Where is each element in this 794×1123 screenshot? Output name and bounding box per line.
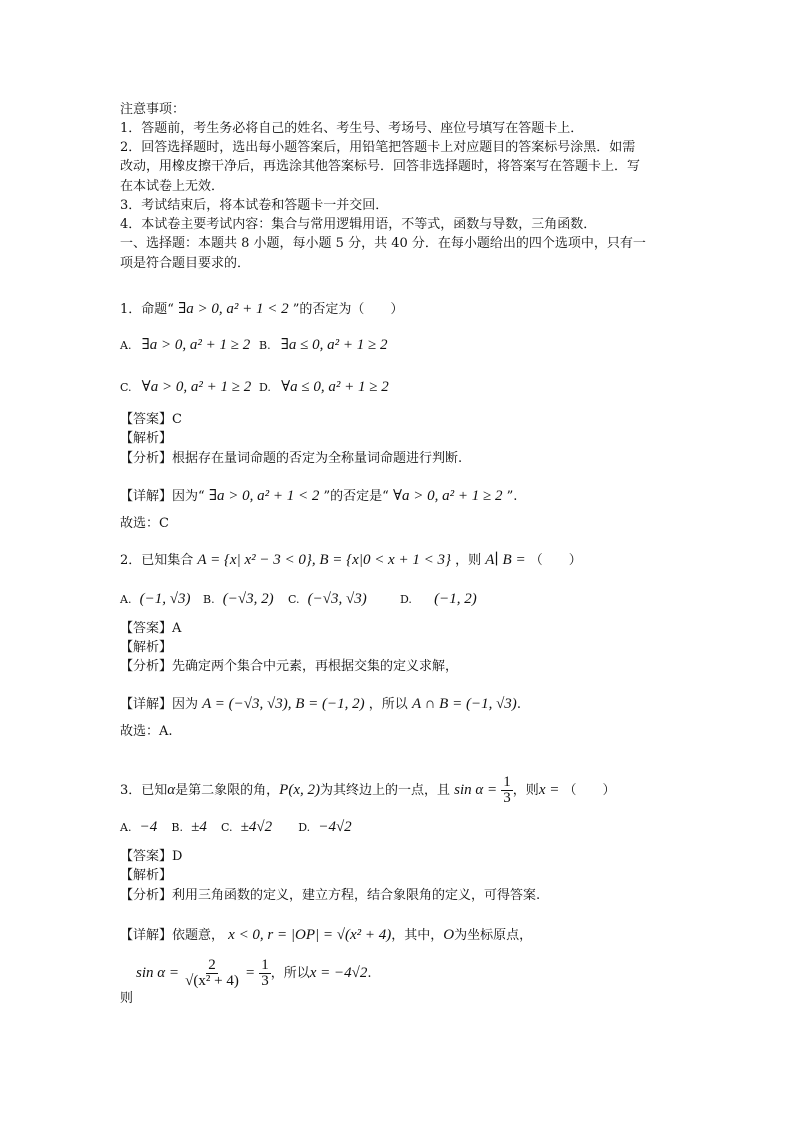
q3-ze: 则 xyxy=(120,991,134,1006)
q2-option-d-row xyxy=(400,590,477,609)
option-a: (−1, √3) xyxy=(139,591,191,607)
q3-fenxi: 【分析】利用三角函数的定义，建立方程，结合象限角的定义，可得答案. xyxy=(120,888,541,903)
option-label: A. xyxy=(120,593,132,606)
q2-fenxi: 【分析】先确定两个集合中元素，再根据交集的定义求解， xyxy=(120,659,459,674)
q1-detail xyxy=(120,487,517,506)
q2-prefix: 2．已知集合 xyxy=(120,553,194,568)
question-1 xyxy=(120,300,403,319)
q1-suffix: 的否定为（ ） xyxy=(299,302,404,317)
q3-x-eq: x = xyxy=(538,782,560,798)
q1-choose: 故选：C xyxy=(120,516,169,531)
option-label: B. xyxy=(171,821,183,834)
q3-blank: （ ） xyxy=(563,783,616,798)
q3-sin2-den: √(x² + 4) xyxy=(185,973,239,989)
question-2 xyxy=(120,551,582,570)
q1-open-quote: “ xyxy=(382,489,389,504)
q3-detail-prefix: 【详解】依题意， xyxy=(120,928,225,943)
q2-post: ，则 xyxy=(455,553,482,568)
q1-option-d xyxy=(259,378,389,397)
q3-sin2-num2: 1 xyxy=(261,957,269,973)
notice-line: 改动，用橡皮擦干净后，再选涂其他答案标号．回答非选择题时，将答案写在答题卡上．写 xyxy=(120,159,641,174)
option-label: D. xyxy=(298,821,311,834)
section-heading: 项是符合题目要求的． xyxy=(120,256,251,271)
option-b: ∃a ≤ 0, a² + 1 ≥ 2 xyxy=(280,337,388,353)
q3-mid3: ，则 xyxy=(512,783,539,798)
q3-origin: O xyxy=(443,927,455,943)
q2-detail-prefix: 【详解】因为 xyxy=(120,697,199,712)
notice-line: 1．答题前，考生务必将自己的姓名、考生号、考场号、座位号填写在答题卡上． xyxy=(120,121,584,136)
q1-close-quote: ” xyxy=(506,489,514,504)
option-label: B. xyxy=(259,339,271,352)
q3-detail xyxy=(120,926,532,945)
q1-options-row-2 xyxy=(120,378,251,397)
q2-option-c-row xyxy=(288,590,367,609)
q1-option-b xyxy=(259,336,387,355)
q2-detail-sets: A = (−√3, √3), B = (−1, 2) xyxy=(202,696,365,712)
q2-set-a: A = {x| x² − 3 < 0} xyxy=(197,552,312,568)
q2-blank: （ ） xyxy=(529,553,582,568)
option-label: D. xyxy=(259,381,271,394)
q1-analysis: 【解析】 xyxy=(120,431,173,446)
q2-option-a-row xyxy=(120,590,190,609)
option-label: A. xyxy=(120,821,132,834)
q1-proposition: ∃a > 0, a² + 1 < 2 xyxy=(208,488,320,504)
q3-frac-num: 1 xyxy=(503,774,511,790)
option-a: −4 xyxy=(139,819,158,835)
q2-detail-mid: ，所以 xyxy=(368,697,408,712)
option-b: (−√3, 2) xyxy=(222,591,274,607)
q1-proposition: ∃a > 0, a² + 1 < 2 xyxy=(178,301,289,317)
q3-sin2-fraction xyxy=(183,958,241,989)
q3-detail-mid: ，其中， xyxy=(391,928,444,943)
q2-answer: 【答案】A xyxy=(120,621,182,636)
q3-sin2-eq: = xyxy=(244,965,256,981)
q3-point: P(x, 2) xyxy=(279,782,320,798)
q1-options-row-1 xyxy=(120,336,250,355)
q3-sin2-lhs: sin α = xyxy=(136,965,180,981)
option-label: C. xyxy=(288,593,300,606)
option-c: ∀a > 0, a² + 1 ≥ 2 xyxy=(141,379,252,395)
option-c: (−√3, √3) xyxy=(307,591,367,607)
q3-alpha: α xyxy=(167,782,176,798)
q1-close-quote: ” xyxy=(292,302,300,317)
option-label: B. xyxy=(203,593,215,606)
question-3 xyxy=(120,775,616,806)
notice-title: 注意事项： xyxy=(120,102,186,117)
notice-line: 3．考试结束后，将本试卷和答题卡一并交回． xyxy=(120,198,389,213)
q1-prefix: 1．命题 xyxy=(120,302,168,317)
q2-analysis: 【解析】 xyxy=(120,640,173,655)
q2-detail-end: . xyxy=(516,697,521,712)
option-a: ∃a > 0, a² + 1 ≥ 2 xyxy=(141,337,251,353)
notice-line: 4．本试卷主要考试内容：集合与常用逻辑用语，不等式，函数与导数，三角函数． xyxy=(120,217,597,232)
q3-fraction xyxy=(501,775,513,806)
notice-line: 2．回答选择题时，选出每小题答案后，用铅笔把答题卡上对应题目的答案标号涂黑．如需 xyxy=(120,140,636,155)
q3-origin-text: 为坐标原点， xyxy=(454,928,533,943)
option-label: A. xyxy=(120,339,132,352)
section-heading: 一、选择题：本题共 8 小题，每小题 5 分，共 40 分．在每小题给出的四个选项中，只有一 xyxy=(120,236,646,251)
q3-sin2-num: 2 xyxy=(208,957,216,973)
option-b: ±4 xyxy=(191,819,207,835)
q3-result: x = −4√2 xyxy=(309,965,368,981)
q3-analysis: 【解析】 xyxy=(120,868,173,883)
q3-mid2: 为其终边上的一点，且 xyxy=(319,783,450,798)
q1-close-quote: ” xyxy=(323,489,331,504)
q3-mid1: 是第二象限的角， xyxy=(175,783,280,798)
q2-choose: 故选：A. xyxy=(120,724,173,739)
option-d: (−1, 2) xyxy=(434,591,477,607)
q1-open-quote: “ xyxy=(167,302,174,317)
option-c: ±4√2 xyxy=(240,819,273,835)
notice-line: 在本试卷上无效． xyxy=(120,179,225,194)
option-label: D. xyxy=(400,593,412,606)
q2-option-b-row xyxy=(203,590,274,609)
q2-detail xyxy=(120,695,521,714)
q1-fenxi: 【分析】根据存在量词命题的否定为全称量词命题进行判断. xyxy=(120,451,463,466)
q3-sin2-fraction-2 xyxy=(259,958,271,989)
option-label: C. xyxy=(120,381,132,394)
q1-answer: 【答案】C xyxy=(120,412,182,427)
q3-answer: 【答案】D xyxy=(120,849,183,864)
q1-detail-end: . xyxy=(513,489,518,504)
q3-detail-expr: x < 0, r = |OP| = √(x² + 4) xyxy=(228,927,392,943)
q2-detail-result: A ∩ B = (−1, √3) xyxy=(411,696,517,712)
q3-prefix: 3．已知 xyxy=(120,783,168,798)
q3-options xyxy=(120,818,352,837)
q3-sin-lhs: sin α = xyxy=(454,782,498,798)
q1-detail-prefix: 【详解】因为 xyxy=(120,489,199,504)
q3-frac-den: 3 xyxy=(503,790,511,806)
q3-sin-equation xyxy=(136,958,372,989)
option-d: −4√2 xyxy=(318,819,352,835)
q2-set-b: , B = {x|0 < x + 1 < 3} xyxy=(311,552,451,568)
q1-open-quote: “ xyxy=(198,489,205,504)
option-d: ∀a ≤ 0, a² + 1 ≥ 2 xyxy=(281,379,389,395)
q3-sin2-den2: 3 xyxy=(261,973,269,989)
option-label: C. xyxy=(220,821,233,834)
q3-end: . xyxy=(367,966,372,981)
q2-intersection: A∣ B = xyxy=(485,552,526,568)
q3-suoyi: ，所以 xyxy=(270,966,310,981)
q1-negation: ∀a > 0, a² + 1 ≥ 2 xyxy=(392,488,503,504)
q1-detail-mid: 的否定是 xyxy=(330,489,383,504)
